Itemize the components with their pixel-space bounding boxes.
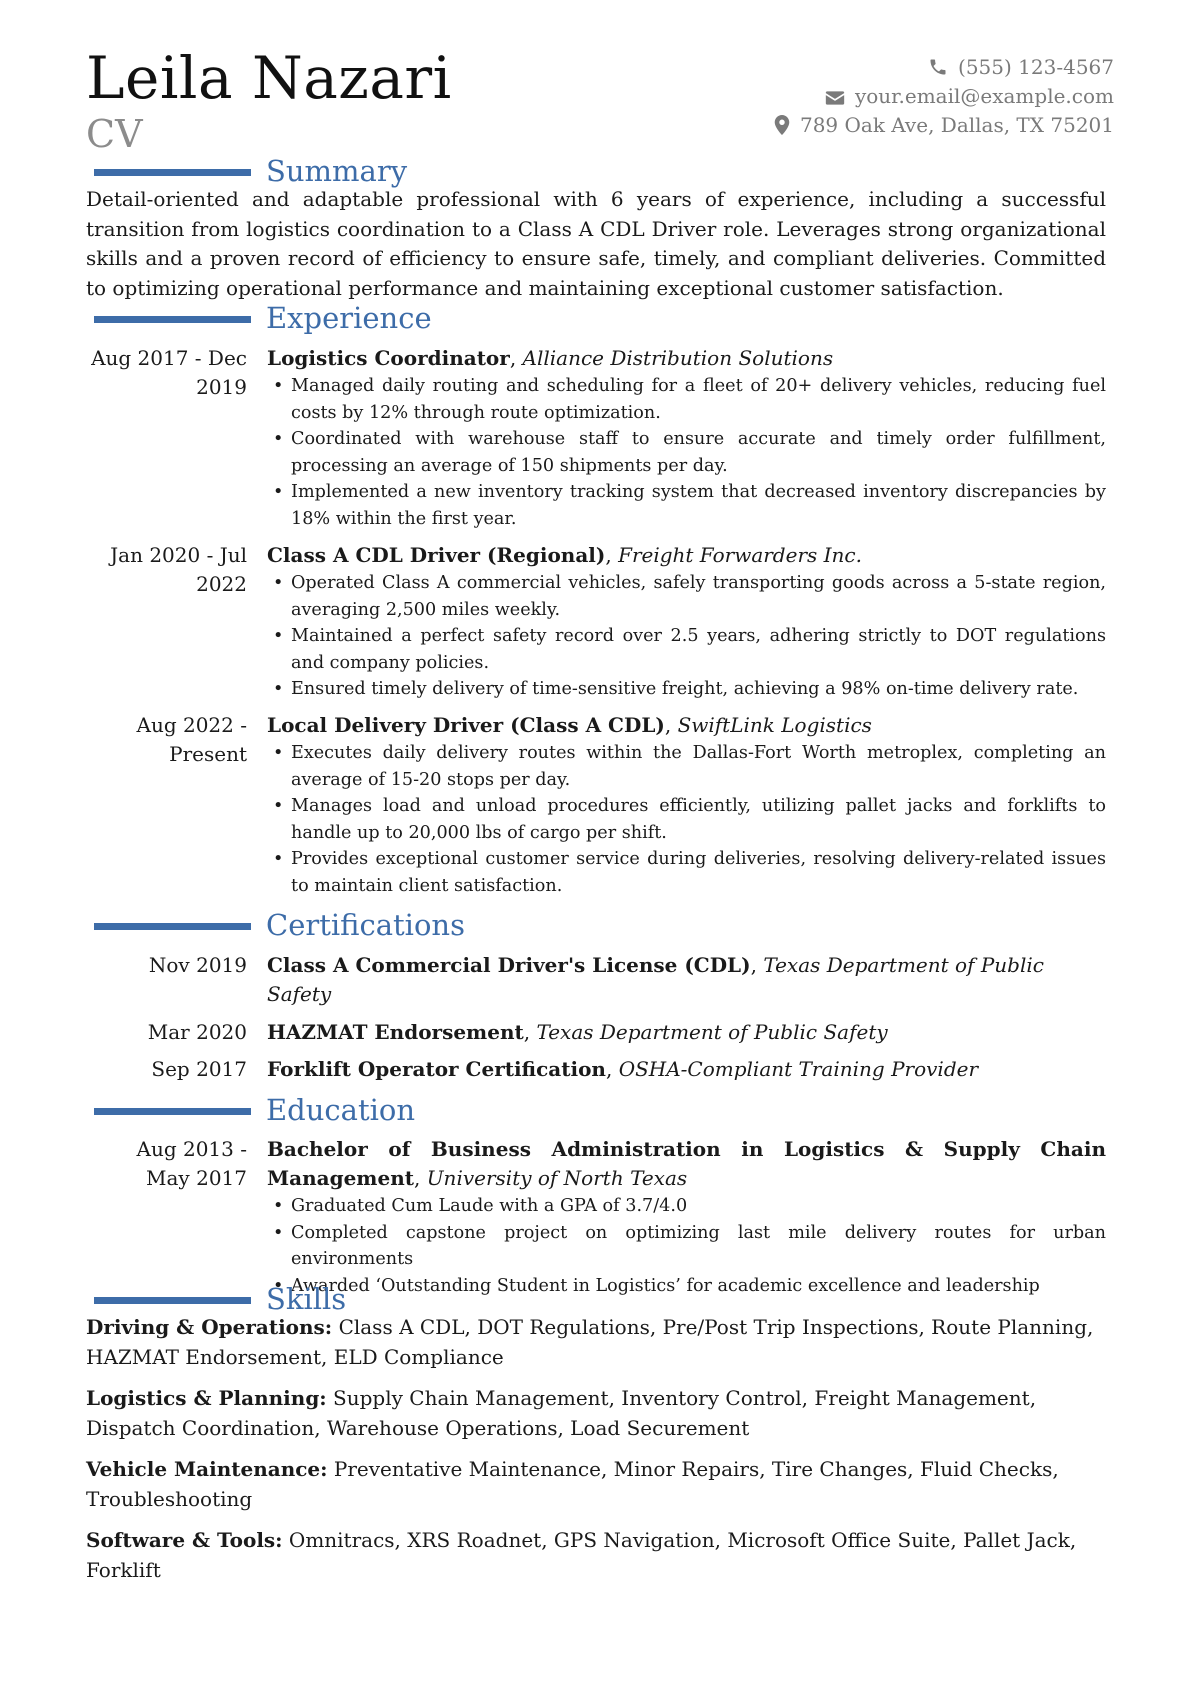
entry-content xyxy=(267,711,1106,899)
skill-items: Class A CDL, DOT Regulations, Pre/Post Trip Inspections, Route Planning, HAZMAT Endorsement, ELD Compliance xyxy=(86,1315,1094,1369)
employer: Freight Forwarders Inc. xyxy=(618,543,862,567)
date-end: Present xyxy=(169,742,247,766)
bullet-item: • Graduated Cum Laude with a GPA of 3.7/4.0 xyxy=(267,1193,1106,1220)
section-title: Skills xyxy=(266,1282,347,1316)
contact-address xyxy=(774,111,1114,140)
envelope-icon xyxy=(825,90,845,106)
bullet-list xyxy=(267,1193,1106,1299)
cert-name: Forklift Operator Certification xyxy=(267,1057,606,1081)
entry-date xyxy=(86,344,247,402)
bullet-item: • Provides exceptional customer service during deliveries, resolving delivery-related issues to maintain client satisfaction. xyxy=(267,846,1106,899)
bullet-item: • Implemented a new inventory tracking system that decreased inventory discrepancies by 18% within the first year. xyxy=(267,479,1106,532)
school: University of North Texas xyxy=(426,1166,688,1190)
degree: Bachelor of Business Administration in Logistics & Supply Chain Management xyxy=(267,1137,1106,1190)
document-type: CV xyxy=(86,112,143,156)
entry-title: Bachelor of Business Administration in Logistics & Supply Chain Management, University of North Texas xyxy=(267,1137,1106,1190)
section-accent-bar xyxy=(94,1297,251,1304)
bullet-item: • Managed daily routing and scheduling for a fleet of 20+ delivery vehicles, reducing fuel costs by 12% through route optimization. xyxy=(267,373,1106,426)
cert-date: Mar 2020 xyxy=(147,1020,247,1044)
cert-date: Sep 2017 xyxy=(151,1057,247,1081)
skill-items: Preventative Maintenance, Minor Repairs, Tire Changes, Fluid Checks, Troubleshooting xyxy=(86,1457,1059,1511)
entry-title: Logistics Coordinator, Alliance Distribution Solutions xyxy=(267,346,834,370)
section-title: Certifications xyxy=(266,908,465,942)
cert-content: Forklift Operator Certification, OSHA-Compliant Training Provider xyxy=(267,1057,979,1081)
section-accent-bar xyxy=(94,923,251,930)
date-end: May 2017 xyxy=(146,1166,247,1190)
bullet-list xyxy=(267,740,1106,899)
cert-date: Nov 2019 xyxy=(148,953,247,977)
date-start: Aug 2013 - xyxy=(136,1137,247,1161)
entry-content xyxy=(267,541,1106,703)
bullet-item: • Operated Class A commercial vehicles, safely transporting goods across a 5-state region, averaging 2,500 miles weekly. xyxy=(267,570,1106,623)
entry-date xyxy=(86,1135,247,1193)
skill-category: Software & Tools: xyxy=(86,1528,283,1552)
cert-name: HAZMAT Endorsement xyxy=(267,1020,524,1044)
bullet-list xyxy=(267,373,1106,532)
cert-name: Class A Commercial Driver's License (CDL) xyxy=(267,953,751,977)
entry-content xyxy=(267,1135,1106,1299)
entry-date xyxy=(86,541,247,599)
skill-category: Logistics & Planning: xyxy=(86,1386,327,1410)
contact-email[interactable] xyxy=(774,82,1114,111)
map-marker-icon xyxy=(774,115,790,135)
employer: SwiftLink Logistics xyxy=(677,713,872,737)
date-end: 2022 xyxy=(196,572,247,596)
date-start: Aug 2022 - xyxy=(136,713,247,737)
section-accent-bar xyxy=(94,169,251,176)
bullet-item: • Maintained a perfect safety record over 2.5 years, adhering strictly to DOT regulations and company policies. xyxy=(267,623,1106,676)
section-title: Experience xyxy=(266,301,432,335)
cert-issuer: Texas Department of Public Safety xyxy=(536,1020,888,1044)
phone-icon xyxy=(928,57,948,77)
skill-category: Vehicle Maintenance: xyxy=(86,1457,328,1481)
entry-content xyxy=(267,344,1106,532)
skill-row xyxy=(86,1313,1106,1372)
job-role: Logistics Coordinator xyxy=(267,346,510,370)
section-accent-bar xyxy=(94,1108,251,1115)
skill-category: Driving & Operations: xyxy=(86,1315,333,1339)
phone-text: (555) 123-4567 xyxy=(958,55,1114,79)
summary-text: Detail-oriented and adaptable professional with 6 years of experience, including a successful transition from logistics coordination to a Class A CDL Driver role. Leverages strong organizational skills and a proven record of efficiency to ensure safe, timely, and compliant deliveries. Committed to optimizing operational performance and maintaining exceptional customer satisfaction. xyxy=(86,187,1106,300)
section-title: Summary xyxy=(266,154,408,188)
candidate-name: Leila Nazari xyxy=(86,44,452,112)
entry-title: Class A CDL Driver (Regional), Freight Forwarders Inc. xyxy=(267,543,862,567)
cert-content: Class A Commercial Driver's License (CDL), Texas Department of Public Safety xyxy=(267,953,1044,1006)
cert-content: HAZMAT Endorsement, Texas Department of Public Safety xyxy=(267,1020,888,1044)
skill-items: Supply Chain Management, Inventory Control, Freight Management, Dispatch Coordination, Warehouse Operations, Load Securement xyxy=(86,1386,1037,1440)
entry-title: Local Delivery Driver (Class A CDL), SwiftLink Logistics xyxy=(267,713,872,737)
bullet-item: • Manages load and unload procedures efficiently, utilizing pallet jacks and forklifts to handle up to 20,000 lbs of cargo per shift. xyxy=(267,793,1106,846)
bullet-item: • Awarded ‘Outstanding Student in Logistics’ for academic excellence and leadership xyxy=(267,1273,1106,1300)
contact-block xyxy=(774,53,1114,140)
job-role: Class A CDL Driver (Regional) xyxy=(267,543,606,567)
bullet-item: • Ensured timely delivery of time-sensitive freight, achieving a 98% on-time delivery rate. xyxy=(267,676,1106,703)
date-start: Jan 2020 - Jul xyxy=(110,543,247,567)
section-title: Education xyxy=(266,1093,416,1127)
employer: Alliance Distribution Solutions xyxy=(522,346,834,370)
date-start: Aug 2017 - Dec xyxy=(91,346,247,370)
bullet-list xyxy=(267,570,1106,703)
job-role: Local Delivery Driver (Class A CDL) xyxy=(267,713,665,737)
email-text[interactable]: your.email@example.com xyxy=(854,84,1114,108)
skill-row xyxy=(86,1384,1106,1443)
address-text: 789 Oak Ave, Dallas, TX 75201 xyxy=(799,113,1114,137)
skill-row xyxy=(86,1455,1106,1514)
bullet-item: • Coordinated with warehouse staff to ensure accurate and timely order fulfillment, processing an average of 150 shipments per day. xyxy=(267,426,1106,479)
bullet-item: • Completed capstone project on optimizing last mile delivery routes for urban environments xyxy=(267,1220,1106,1273)
date-end: 2019 xyxy=(196,375,247,399)
entry-date xyxy=(86,711,247,769)
section-accent-bar xyxy=(94,316,251,323)
bullet-item: • Executes daily delivery routes within the Dallas-Fort Worth metroplex, completing an average of 15-20 stops per day. xyxy=(267,740,1106,793)
skill-row xyxy=(86,1526,1106,1585)
skill-items: Omnitracs, XRS Roadnet, GPS Navigation, Microsoft Office Suite, Pallet Jack, Forklift xyxy=(86,1528,1077,1582)
contact-phone xyxy=(774,53,1114,82)
cert-issuer: OSHA-Compliant Training Provider xyxy=(618,1057,979,1081)
cert-issuer: Texas Department of Public Safety xyxy=(267,953,1044,1006)
